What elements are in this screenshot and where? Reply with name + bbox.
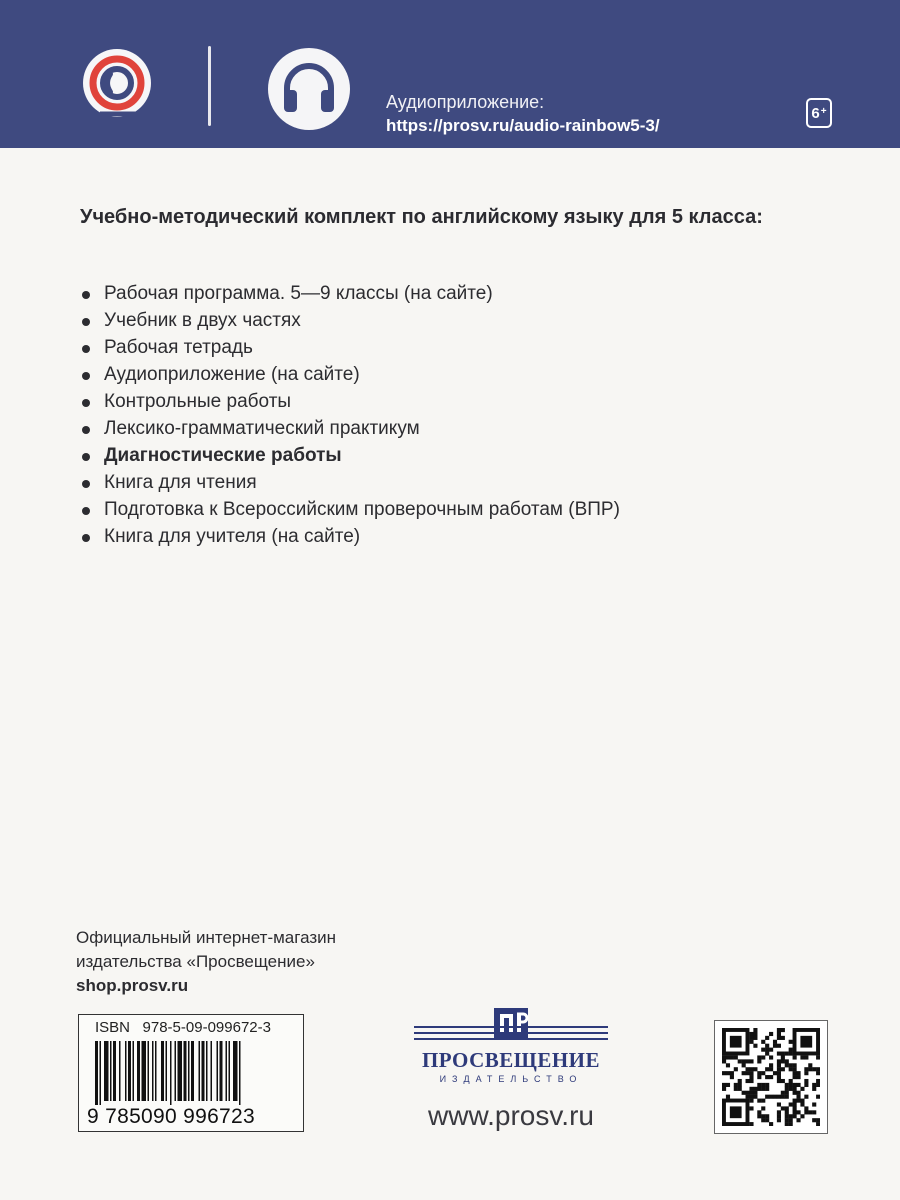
- qr-module: [765, 1075, 769, 1079]
- qr-module: [726, 1083, 730, 1087]
- qr-module: [761, 1040, 765, 1044]
- qr-module: [800, 1102, 804, 1106]
- barcode-bar: [110, 1041, 112, 1101]
- qr-module: [734, 1067, 738, 1071]
- qr-module: [753, 1028, 757, 1032]
- qr-module: [785, 1122, 789, 1126]
- barcode-bar: [125, 1041, 127, 1101]
- qr-module: [804, 1095, 808, 1099]
- qr-module: [816, 1118, 820, 1122]
- qr-module: [812, 1087, 816, 1091]
- qr-module: [800, 1055, 804, 1059]
- qr-module: [749, 1071, 753, 1075]
- list-item: Контрольные работы: [80, 388, 620, 415]
- barcode-bar: [191, 1041, 194, 1101]
- qr-module: [761, 1083, 765, 1087]
- qr-module: [789, 1040, 793, 1044]
- list-item: Лексико-грамматический практикум: [80, 415, 620, 442]
- qr-module: [781, 1067, 785, 1071]
- qr-module: [753, 1044, 757, 1048]
- publisher-disc-logo-icon: [80, 46, 154, 120]
- kit-items-list: [80, 280, 620, 550]
- list-item-highlighted: Диагностические работы: [80, 442, 620, 469]
- qr-module: [785, 1059, 789, 1063]
- qr-module: [749, 1040, 753, 1044]
- list-item: Подготовка к Всероссийским проверочным работам (ВПР): [80, 496, 620, 523]
- qr-module: [765, 1044, 769, 1048]
- qr-module: [793, 1110, 797, 1114]
- qr-module: [804, 1106, 808, 1110]
- qr-module: [746, 1067, 750, 1071]
- qr-module: [816, 1079, 820, 1083]
- qr-module: [777, 1110, 781, 1114]
- qr-module: [761, 1071, 765, 1075]
- qr-module: [781, 1106, 785, 1110]
- qr-module: [753, 1067, 757, 1071]
- qr-module: [757, 1059, 761, 1063]
- shop-line-1: Официальный интернет-магазин: [76, 928, 337, 947]
- qr-module: [793, 1075, 797, 1079]
- qr-module: [722, 1055, 726, 1059]
- qr-module: [726, 1095, 730, 1099]
- qr-module: [757, 1075, 761, 1079]
- qr-module: [742, 1059, 746, 1063]
- qr-module: [738, 1083, 742, 1087]
- barcode-bar: [119, 1041, 121, 1101]
- qr-module: [749, 1036, 753, 1040]
- qr-module: [746, 1091, 750, 1095]
- qr-module: [757, 1114, 761, 1118]
- headphones-icon: [280, 60, 338, 118]
- qr-module: [793, 1083, 797, 1087]
- qr-module: [753, 1095, 757, 1099]
- qr-module: [769, 1032, 773, 1036]
- barcode-bar: [148, 1041, 150, 1101]
- list-item: Аудиоприложение (на сайте): [80, 361, 620, 388]
- qr-module: [816, 1095, 820, 1099]
- isbn-number: 978-5-09-099672-3: [142, 1019, 271, 1036]
- barcode-bar: [178, 1041, 183, 1101]
- qr-module: [757, 1099, 761, 1103]
- qr-module: [781, 1095, 785, 1099]
- qr-module: [804, 1071, 808, 1075]
- qr-module: [730, 1075, 734, 1079]
- qr-module: [789, 1114, 793, 1118]
- qr-module: [769, 1055, 773, 1059]
- barcode-bar: [206, 1041, 208, 1101]
- age-rating-badge: [806, 98, 832, 128]
- barcode-bar: [142, 1041, 147, 1101]
- publisher-subtitle: ИЗДАТЕЛЬСТВО: [439, 1074, 583, 1084]
- qr-module: [785, 1083, 789, 1087]
- qr-module: [749, 1067, 753, 1071]
- qr-module: [730, 1071, 734, 1075]
- publisher-rules: [414, 1026, 608, 1044]
- barcode-bar: [220, 1041, 223, 1101]
- qr-module: [777, 1044, 781, 1048]
- qr-module: [785, 1118, 789, 1122]
- qr-module: [789, 1067, 793, 1071]
- qr-module: [769, 1067, 773, 1071]
- qr-module: [793, 1106, 797, 1110]
- qr-module: [730, 1036, 742, 1048]
- qr-module: [765, 1087, 769, 1091]
- list-item: Книга для учителя (на сайте): [80, 523, 620, 550]
- barcode-bar: [137, 1041, 140, 1101]
- qr-module: [769, 1063, 773, 1067]
- qr-module: [749, 1032, 753, 1036]
- qr-module: [738, 1079, 742, 1083]
- barcode-bar: [152, 1041, 154, 1101]
- qr-module: [761, 1106, 765, 1110]
- qr-module: [781, 1079, 785, 1083]
- qr-module: [808, 1067, 812, 1071]
- qr-module: [734, 1055, 738, 1059]
- qr-module: [793, 1071, 797, 1075]
- qr-module: [793, 1091, 797, 1095]
- qr-module: [761, 1114, 765, 1118]
- qr-module: [765, 1095, 769, 1099]
- qr-module: [749, 1106, 753, 1110]
- isbn-text: [95, 1019, 271, 1036]
- qr-module: [789, 1063, 793, 1067]
- qr-module: [765, 1067, 769, 1071]
- qr-module: [749, 1099, 753, 1103]
- qr-module: [812, 1102, 816, 1106]
- qr-module: [777, 1052, 781, 1056]
- qr-module: [812, 1118, 816, 1122]
- qr-module: [777, 1075, 781, 1079]
- qr-module: [781, 1055, 785, 1059]
- qr-module: [785, 1087, 789, 1091]
- qr-module: [796, 1071, 800, 1075]
- qr-module: [812, 1083, 816, 1087]
- kit-heading: Учебно-методический комплект по английскому языку для 5 класса:: [80, 206, 763, 228]
- qr-module: [793, 1099, 797, 1103]
- qr-module: [812, 1110, 816, 1114]
- isbn-label: ISBN: [95, 1019, 131, 1036]
- barcode-bar: [133, 1041, 135, 1101]
- qr-module: [746, 1071, 750, 1075]
- qr-module: [753, 1087, 757, 1091]
- qr-module: [742, 1071, 746, 1075]
- qr-module: [781, 1052, 785, 1056]
- publisher-logo: [414, 1008, 614, 1148]
- barcode-bar: [95, 1041, 98, 1105]
- barcode-bar: [229, 1041, 231, 1101]
- qr-module: [816, 1067, 820, 1071]
- qr-module: [796, 1091, 800, 1095]
- qr-module: [785, 1091, 789, 1095]
- qr-module: [789, 1102, 793, 1106]
- qr-code-icon: [722, 1028, 820, 1126]
- qr-module: [785, 1095, 789, 1099]
- qr-module: [757, 1055, 761, 1059]
- qr-module: [742, 1063, 746, 1067]
- qr-module: [769, 1075, 773, 1079]
- qr-module: [796, 1075, 800, 1079]
- qr-module: [793, 1114, 797, 1118]
- barcode-bar: [188, 1041, 190, 1101]
- barcode-bar: [113, 1041, 116, 1101]
- qr-module: [765, 1052, 769, 1056]
- qr-module: [785, 1114, 789, 1118]
- qr-module: [777, 1118, 781, 1122]
- qr-module: [793, 1063, 797, 1067]
- qr-module: [804, 1055, 808, 1059]
- qr-module: [785, 1110, 789, 1114]
- qr-module: [765, 1048, 769, 1052]
- qr-module: [804, 1083, 808, 1087]
- qr-module: [726, 1063, 730, 1067]
- qr-module: [796, 1118, 800, 1122]
- qr-module: [781, 1028, 785, 1032]
- qr-module: [722, 1083, 726, 1087]
- qr-module: [800, 1036, 812, 1048]
- qr-module: [796, 1095, 800, 1099]
- qr-module: [793, 1087, 797, 1091]
- audio-badge: [268, 48, 350, 130]
- qr-module: [738, 1087, 742, 1091]
- qr-module: [781, 1059, 785, 1063]
- qr-module: [796, 1083, 800, 1087]
- list-item: Книга для чтения: [80, 469, 620, 496]
- qr-module: [761, 1099, 765, 1103]
- barcode-bar: [161, 1041, 164, 1101]
- qr-module: [773, 1071, 777, 1075]
- qr-module: [753, 1032, 757, 1036]
- barcode-bar: [155, 1041, 157, 1101]
- qr-module: [796, 1099, 800, 1103]
- list-item: Рабочая программа. 5—9 классы (на сайте): [80, 280, 620, 307]
- qr-code-box[interactable]: [714, 1020, 828, 1134]
- qr-module: [789, 1052, 793, 1056]
- qr-module: [749, 1059, 753, 1063]
- qr-module: [781, 1036, 785, 1040]
- qr-module: [746, 1059, 750, 1063]
- qr-module: [765, 1114, 769, 1118]
- qr-module: [761, 1048, 765, 1052]
- qr-module: [816, 1055, 820, 1059]
- qr-module: [793, 1102, 797, 1106]
- qr-module: [722, 1071, 726, 1075]
- age-rating-plus: +: [820, 105, 827, 117]
- qr-module: [777, 1102, 781, 1106]
- qr-module: [785, 1106, 789, 1110]
- qr-module: [804, 1110, 808, 1114]
- qr-module: [804, 1079, 808, 1083]
- barcode-bar: [199, 1041, 201, 1101]
- qr-module: [777, 1071, 781, 1075]
- qr-module: [730, 1106, 742, 1118]
- qr-module: [757, 1087, 761, 1091]
- qr-module: [785, 1063, 789, 1067]
- qr-module: [812, 1067, 816, 1071]
- qr-module: [757, 1083, 761, 1087]
- shop-line-2: издательства «Просвещение»: [76, 952, 315, 971]
- qr-module: [726, 1071, 730, 1075]
- qr-module: [746, 1079, 750, 1083]
- barcode-bar: [239, 1041, 241, 1105]
- qr-module: [757, 1071, 761, 1075]
- qr-module: [749, 1079, 753, 1083]
- qr-module: [816, 1071, 820, 1075]
- barcode-bar: [217, 1041, 219, 1101]
- qr-module: [777, 1032, 781, 1036]
- qr-module: [753, 1036, 757, 1040]
- qr-module: [777, 1114, 781, 1118]
- barcode-bar: [128, 1041, 131, 1101]
- qr-module: [816, 1083, 820, 1087]
- online-shop-block: [76, 926, 336, 998]
- qr-module: [789, 1118, 793, 1122]
- barcode-bar: [202, 1041, 205, 1101]
- qr-module: [789, 1122, 793, 1126]
- qr-module: [808, 1063, 812, 1067]
- publisher-name: ПРОСВЕЩЕНИЕ: [421, 1048, 601, 1072]
- qr-module: [777, 1063, 781, 1067]
- qr-module: [765, 1118, 769, 1122]
- list-item: Учебник в двух частях: [80, 307, 620, 334]
- qr-module: [730, 1055, 734, 1059]
- qr-module: [757, 1110, 761, 1114]
- qr-module: [816, 1122, 820, 1126]
- qr-module: [777, 1028, 781, 1032]
- age-rating-number: 6: [811, 104, 820, 122]
- qr-module: [773, 1095, 777, 1099]
- qr-module: [738, 1059, 742, 1063]
- qr-module: [773, 1040, 777, 1044]
- header-divider: [208, 46, 211, 126]
- qr-module: [793, 1055, 797, 1059]
- barcode-bar: [104, 1041, 109, 1101]
- qr-module: [777, 1095, 781, 1099]
- qr-module: [726, 1055, 730, 1059]
- barcode-bar: [166, 1041, 168, 1101]
- qr-module: [777, 1079, 781, 1083]
- qr-module: [749, 1095, 753, 1099]
- qr-module: [749, 1091, 753, 1095]
- barcode-bar: [100, 1041, 102, 1105]
- barcode-bar: [211, 1041, 213, 1101]
- qr-module: [789, 1079, 793, 1083]
- qr-module: [749, 1122, 753, 1126]
- qr-module: [749, 1075, 753, 1079]
- audio-label: Аудиоприложение:: [386, 92, 545, 112]
- qr-module: [789, 1087, 793, 1091]
- qr-module: [781, 1091, 785, 1095]
- barcode-bar: [233, 1041, 238, 1101]
- barcode-bar: [170, 1041, 172, 1105]
- audio-url-link[interactable]: https://prosv.ru/audio-rainbow5-3/: [386, 116, 660, 135]
- isbn-barcode-box: [78, 1014, 304, 1132]
- qr-module: [769, 1095, 773, 1099]
- qr-module: [761, 1055, 765, 1059]
- header-banner: [0, 0, 900, 148]
- qr-module: [789, 1083, 793, 1087]
- qr-module: [753, 1091, 757, 1095]
- qr-module: [777, 1036, 781, 1040]
- shop-url-link[interactable]: shop.prosv.ru: [76, 976, 189, 995]
- qr-module: [722, 1059, 726, 1063]
- qr-module: [734, 1087, 738, 1091]
- barcode-digits: 9 785090 996723: [87, 1105, 255, 1128]
- qr-module: [800, 1087, 804, 1091]
- qr-module: [804, 1067, 808, 1071]
- qr-module: [777, 1059, 781, 1063]
- barcode-bar: [184, 1041, 187, 1101]
- qr-module: [789, 1048, 793, 1052]
- qr-module: [808, 1110, 812, 1114]
- qr-module: [796, 1110, 800, 1114]
- list-item: Рабочая тетрадь: [80, 334, 620, 361]
- qr-module: [785, 1052, 789, 1056]
- qr-module: [800, 1114, 804, 1118]
- qr-module: [734, 1083, 738, 1087]
- qr-module: [777, 1067, 781, 1071]
- barcode-bar: [175, 1041, 177, 1101]
- qr-module: [761, 1118, 765, 1122]
- qr-module: [765, 1083, 769, 1087]
- publisher-website-link[interactable]: www.prosv.ru: [428, 1100, 594, 1131]
- qr-module: [761, 1087, 765, 1091]
- qr-module: [765, 1036, 769, 1040]
- qr-module: [749, 1087, 753, 1091]
- qr-module: [773, 1044, 777, 1048]
- qr-module: [800, 1099, 804, 1103]
- qr-module: [722, 1087, 726, 1091]
- barcode-bar: [226, 1041, 228, 1101]
- qr-module: [746, 1095, 750, 1099]
- qr-module: [793, 1067, 797, 1071]
- qr-module: [742, 1091, 746, 1095]
- qr-module: [769, 1122, 773, 1126]
- qr-module: [769, 1048, 773, 1052]
- barcode-icon: [93, 1041, 291, 1105]
